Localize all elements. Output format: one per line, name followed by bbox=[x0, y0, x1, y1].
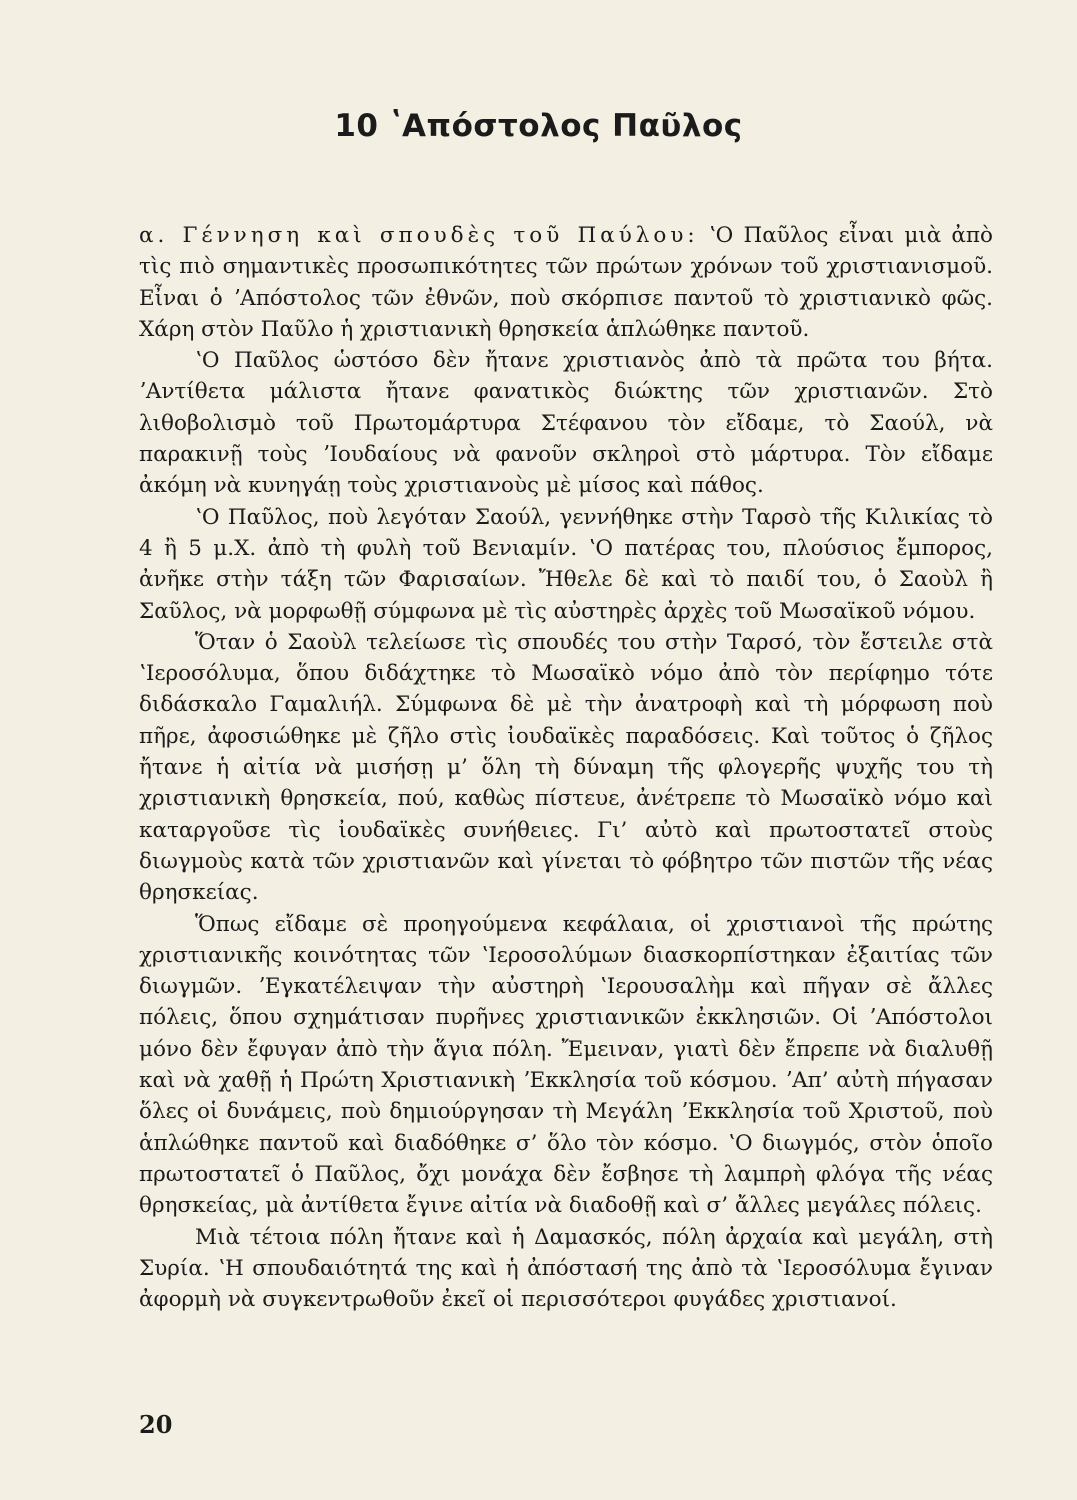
paragraph-6: Μιὰ τέτοια πόλη ἤτανε καὶ ἡ Δαμασκός, πόλη ἀρχαία καὶ μεγάλη, στὴ Συρία. ʽΗ σπουδαιότητά της καὶ ἡ ἀπόστασή της ἀπὸ τὰ ʽΙεροσόλυμα ἔγιναν ἀφορμὴ νὰ συγκεντρωθοῦν ἐκεῖ οἱ περισσότεροι φυγάδες χριστιανοί. bbox=[139, 1224, 993, 1313]
page-number: 20 bbox=[139, 1410, 173, 1439]
section-heading: α. Γέννηση καὶ σπουδὲς τοῦ Παύλου: bbox=[139, 223, 699, 248]
paragraph-5: Ὅπως εἴδαμε σὲ προηγούμενα κεφάλαια, οἱ χριστιανοὶ τῆς πρώτης χριστιανικῆς κοινότητας τῶν ʽΙεροσολύμων διασκορπίστηκαν ἐξαιτίας τῶν διωγμῶν. ʼΕγκατέλειψαν τὴν αὐστηρὴ ʽΙερουσαλὴμ καὶ πῆγαν σὲ ἄλλες πόλεις, ὅπου σχημάτισαν πυρῆνες χριστιανικῶν ἐκκλησιῶν. Οἱ ʼΑπόστολοι μόνο δὲν ἔφυγαν ἀπὸ τὴν ἅγια πόλη. Ἔμειναν, γιατὶ δὲν ἔπρεπε νὰ διαλυθῇ καὶ νὰ χαθῇ ἡ Πρώτη Χριστιανικὴ ʼΕκκλησία τοῦ κόσμου. ʼΑπ’ αὐτὴ πήγασαν ὅλες οἱ δυνάμεις, ποὺ δημιούργησαν τὴ Μεγάλη ʼΕκκλησία τοῦ Χριστοῦ, ποὺ ἁπλώθηκε παντοῦ καὶ διαδόθηκε σ’ ὅλο τὸν κόσμο. ʽΟ διωγμός, στὸν ὁποῖο πρωτοστατεῖ ὁ Παῦλος, ὄχι μονάχα δὲν ἔσβησε τὴ λαμπρὴ φλόγα τῆς νέας θρησκείας, μὰ ἀντίθετα ἔγινε αἰτία νὰ διαδοθῇ καὶ σ’ ἄλλες μεγάλες πόλεις. bbox=[139, 911, 993, 1219]
paragraph-text: ʽΟ Παῦλος εἶναι μιὰ ἀπὸ τὶς πιὸ σημαντικὲς προσωπικότητες τῶν πρώτων χρόνων τοῦ χριστιανισμοῦ. Εἶναι ὁ ʼΑπόστολος τῶν ἐθνῶν, ποὺ σκόρπισε παντοῦ τὸ χριστιανικὸ φῶς. Χάρη στὸν Παῦλο ἡ χριστιανικὴ θρησκεία ἁπλώθηκε παντοῦ. bbox=[139, 223, 993, 342]
paragraph-4: Ὅταν ὁ Σαοὺλ τελείωσε τὶς σπουδές του στὴν Ταρσό, τὸν ἔστειλε στὰ ʽΙεροσόλυμα, ὅπου διδάχτηκε τὸ Μωσαϊκὸ νόμο ἀπὸ τὸν περίφημο τότε διδάσκαλο Γαμαλιήλ. Σύμφωνα δὲ μὲ τὴν ἀνατροφὴ καὶ τὴ μόρφωση ποὺ πῆρε, ἀφοσιώθηκε μὲ ζῆλο στὶς ἰουδαϊκὲς παραδόσεις. Καὶ τοῦτος ὁ ζῆλος ἤτανε ἡ αἰτία νὰ μισήσῃ μ’ ὅλη τὴ δύναμη τῆς φλογερῆς ψυχῆς του τὴ χριστιανικὴ θρησκεία, πού, καθὼς πίστευε, ἀνέτρεπε τὸ Μωσαϊκὸ νόμο καὶ καταργοῦσε τὶς ἰουδαϊκὲς συνήθειες. Γι’ αὐτὸ καὶ πρωτοστατεῖ στοὺς διωγμοὺς κατὰ τῶν χριστιανῶν καὶ γίνεται τὸ φόβητρο τῶν πιστῶν τῆς νέας θρησκείας. bbox=[139, 629, 993, 906]
chapter-body bbox=[139, 220, 993, 1315]
paragraph-3: ʽΟ Παῦλος, ποὺ λεγόταν Σαούλ, γεννήθηκε στὴν Ταρσὸ τῆς Κιλικίας τὸ 4 ἢ 5 μ.Χ. ἀπὸ τὴ φυλὴ τοῦ Βενιαμίν. ʽΟ πατέρας του, πλούσιος ἔμπορος, ἀνῆκε στὴν τάξη τῶν Φαρισαίων. Ἤθελε δὲ καὶ τὸ παιδί του, ὁ Σαοὺλ ἢ Σαῦλος, νὰ μορφωθῇ σύμφωνα μὲ τὶς αὐστηρὲς ἀρχὲς τοῦ Μωσαϊκοῦ νόμου. bbox=[139, 504, 993, 624]
chapter-title: 10 ʽΑπόστολος Παῦλος bbox=[334, 108, 743, 144]
paragraph-1 bbox=[139, 220, 993, 345]
paragraph-2: ʽΟ Παῦλος ὡστόσο δὲν ἤτανε χριστιανὸς ἀπὸ τὰ πρῶτα του βήτα. ʼΑντίθετα μάλιστα ἤτανε φανατικὸς διώκτης τῶν χριστιανῶν. Στὸ λιθοβολισμὸ τοῦ Πρωτομάρτυρα Στέφανου τὸν εἴδαμε, τὸ Σαούλ, νὰ παρακινῇ τοὺς ʼΙουδαίους νὰ φανοῦν σκληροὶ στὸ μάρτυρα. Τὸν εἴδαμε ἀκόμη νὰ κυνηγάῃ τοὺς χριστιανοὺς μὲ μίσος καὶ πάθος. bbox=[139, 348, 993, 499]
